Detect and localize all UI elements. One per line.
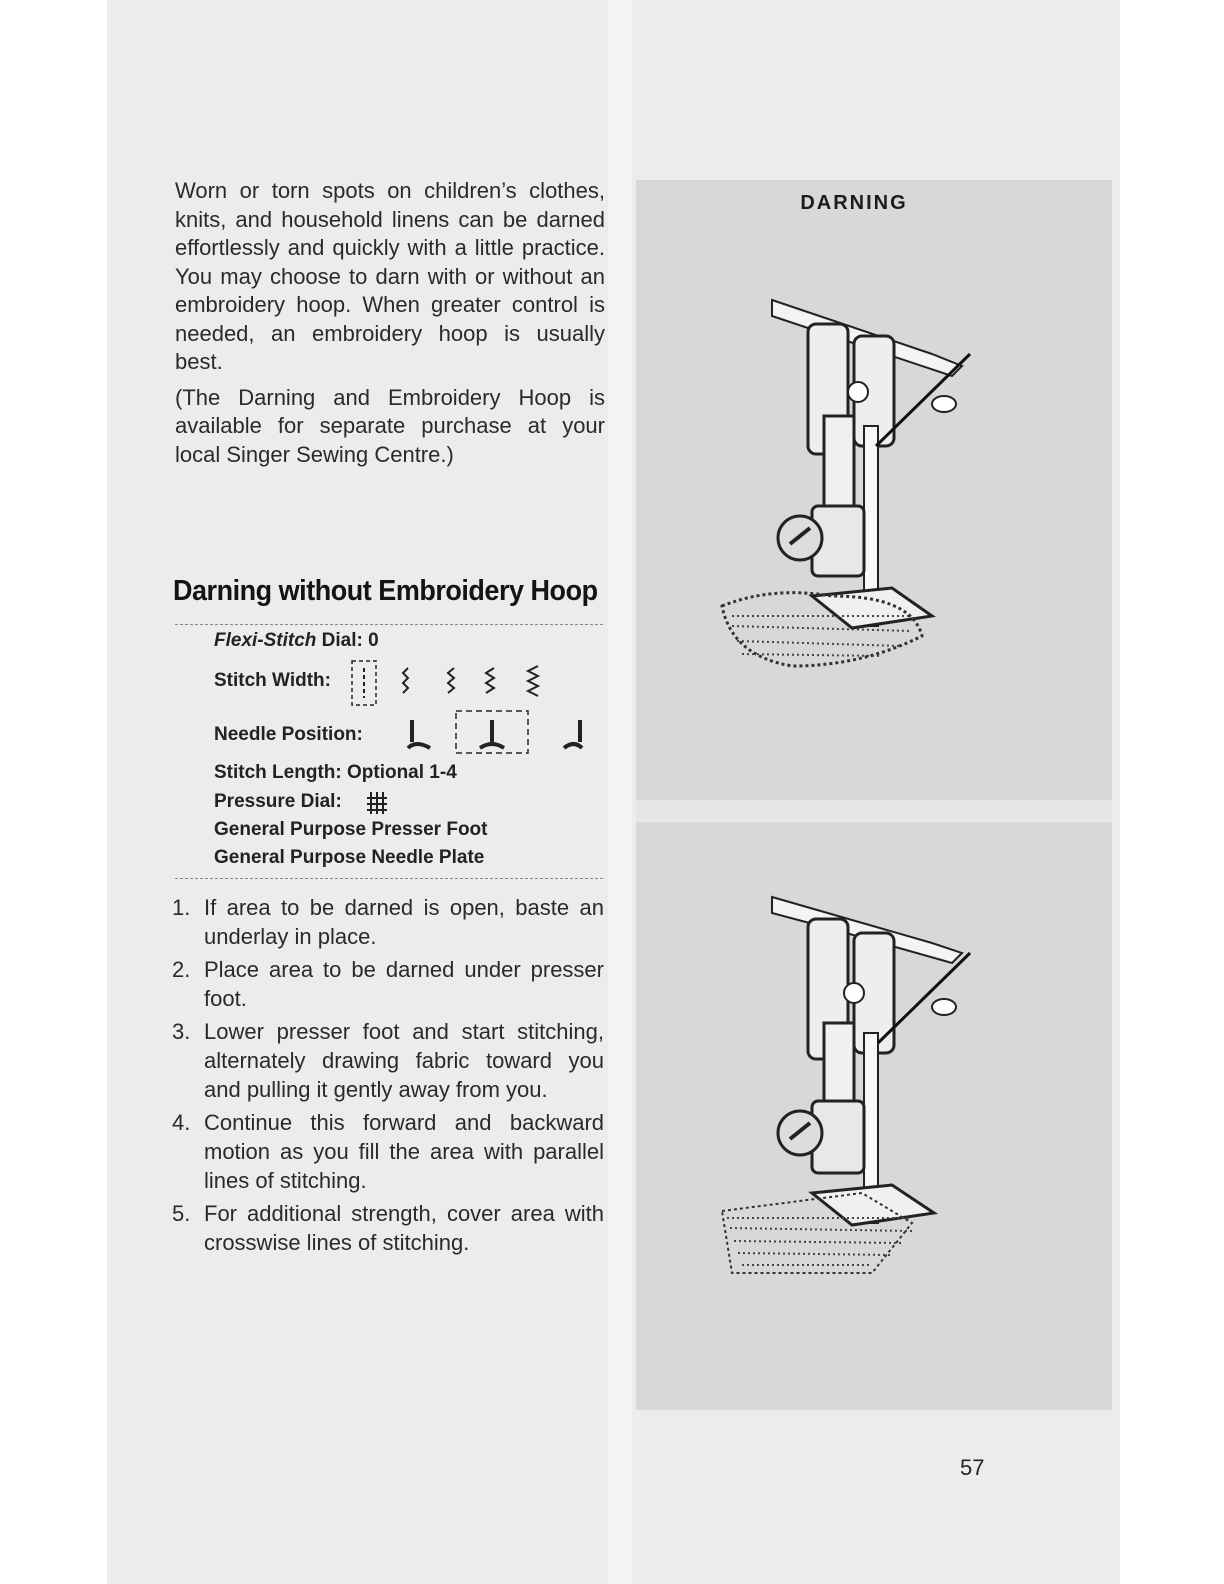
presser-foot-setting: General Purpose Presser Foot — [214, 819, 488, 840]
flexi-stitch-value: Dial: 0 — [316, 630, 379, 651]
stitch-width-icons — [350, 658, 560, 708]
step-number: 1. — [172, 895, 191, 920]
intro-text — [175, 177, 605, 476]
presser-foot-illustration-1 — [712, 296, 982, 681]
presser-foot-illustration-2 — [712, 893, 982, 1288]
page-gutter — [608, 0, 632, 1584]
step-text: Continue this forward and backward motion as you fill the area with parallel lines of stitching. — [204, 1110, 604, 1193]
pressure-dial-label: Pressure Dial: — [214, 791, 342, 812]
intro-paragraph-2: (The Darning and Embroidery Hoop is available for separate purchase at your local Singer Sewing Centre.) — [175, 384, 605, 467]
zigzag-narrow-icon — [403, 668, 408, 693]
step-number: 3. — [172, 1019, 191, 1044]
step-text: If area to be darned is open, baste an underlay in place. — [204, 895, 604, 949]
step-item — [172, 1199, 604, 1257]
step-item — [172, 1108, 604, 1195]
step-number: 4. — [172, 1110, 191, 1135]
needle-position-label: Needle Position: — [214, 724, 363, 745]
zigzag-medium-icon — [448, 668, 454, 693]
step-number: 2. — [172, 957, 191, 982]
step-item — [172, 955, 604, 1013]
needle-position-icons — [404, 708, 594, 756]
step-item — [172, 893, 604, 951]
needle-right-icon — [564, 720, 582, 748]
zigzag-wide-icon — [486, 668, 494, 693]
subsection-heading: Darning without Embroidery Hoop — [173, 575, 598, 607]
step-text: For additional strength, cover area with crosswise lines of stitching. — [204, 1201, 604, 1255]
instruction-steps — [172, 893, 604, 1261]
needle-position-setting — [214, 724, 363, 746]
needle-left-icon — [408, 720, 430, 748]
zigzag-widest-icon — [528, 666, 538, 696]
page-number: 57 — [960, 1455, 985, 1480]
step-number: 5. — [172, 1201, 191, 1226]
step-item — [172, 1017, 604, 1104]
panel-divider — [636, 800, 1112, 822]
pressure-dial-setting — [214, 791, 342, 813]
pressure-dial-icon — [366, 790, 390, 816]
needle-plate-setting: General Purpose Needle Plate — [214, 847, 485, 868]
flexi-stitch-label: Flexi-Stitch — [214, 630, 317, 651]
stitch-width-setting — [214, 670, 331, 692]
step-text: Place area to be darned under presser foot. — [204, 957, 604, 1011]
section-header: DARNING — [800, 192, 908, 214]
step-text: Lower presser foot and start stitching, alternately drawing fabric toward you and pulling it gently away from you. — [204, 1019, 604, 1102]
divider-top — [175, 624, 603, 625]
stitch-length-setting: Stitch Length: Optional 1-4 — [214, 762, 457, 783]
stitch-width-label: Stitch Width: — [214, 670, 331, 691]
intro-paragraph-1: Worn or torn spots on children’s clothes, knits, and household linens can be darned effortlessly and quickly with a little practice. You may choose to darn with or without an embroidery hoop. When greater control is needed, an embroidery hoop is usually best. — [175, 178, 605, 374]
divider-bottom — [175, 878, 603, 879]
flexi-stitch-setting — [214, 630, 379, 652]
needle-center-icon — [480, 720, 504, 748]
